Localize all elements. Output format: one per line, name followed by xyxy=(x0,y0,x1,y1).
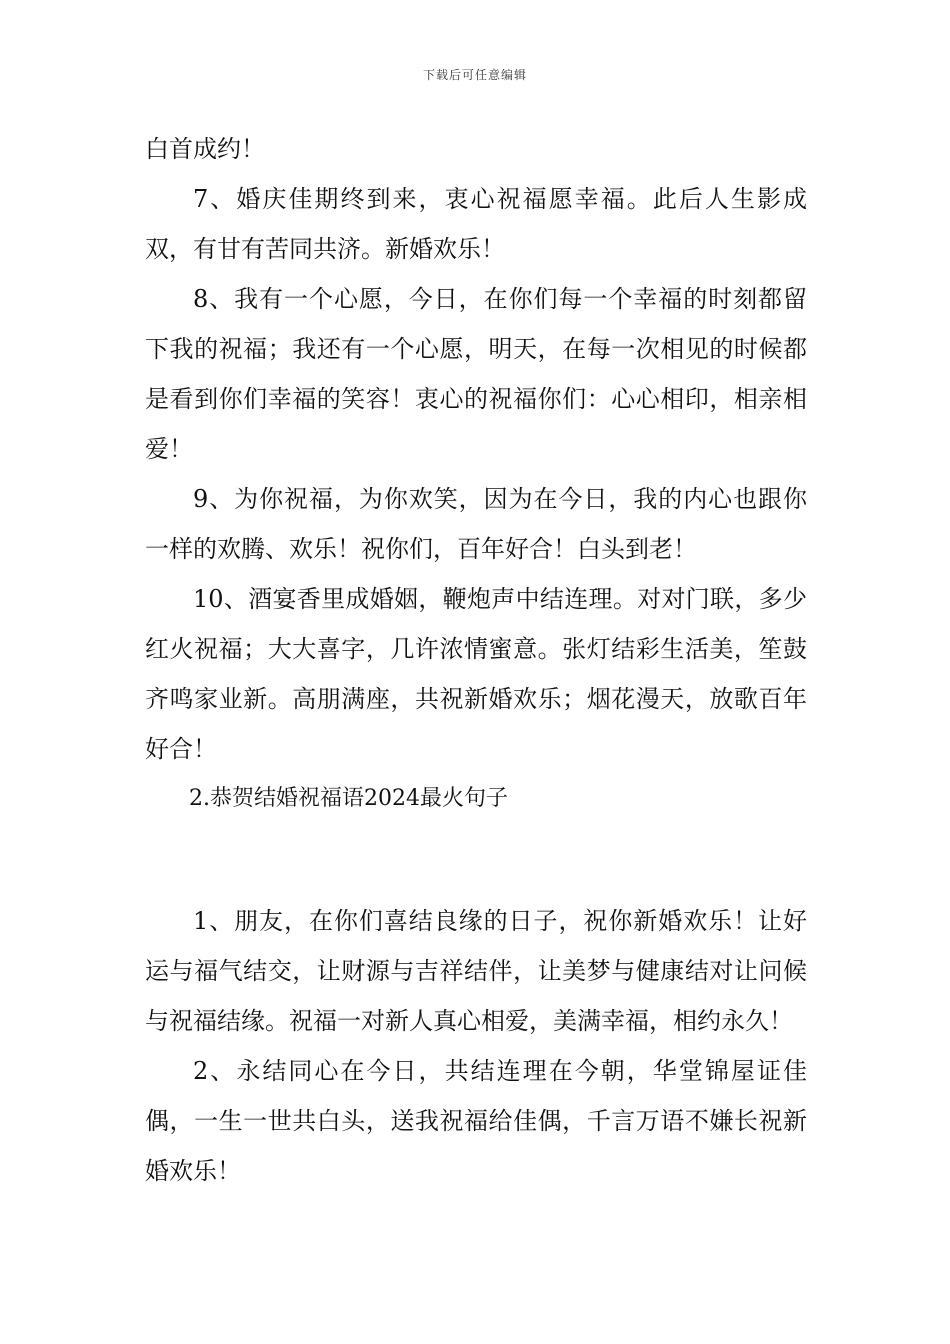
paragraph-continuation: 白首成约！ xyxy=(145,135,265,163)
paragraph-item-7: 7、婚庆佳期终到来，衷心祝福愿幸福。此后人生影成双，有甘有苦同共济。新婚欢乐！ xyxy=(145,185,807,263)
paragraph-item-10: 10、酒宴香里成婚姻，鞭炮声中结连理。对对门联，多少红火祝福；大大喜字，几许浓情蜜意。张灯结彩生活美，笙鼓齐鸣家业新。高朋满座，共祝新婚欢乐；烟花漫天，放歌百年好合！ xyxy=(145,585,807,763)
paragraph-item-8: 8、我有一个心愿，今日，在你们每一个幸福的时刻都留下我的祝福；我还有一个心愿，明天，在每一次相见的时候都是看到你们幸福的笑容！衷心的祝福你们：心心相印，相亲相爱！ xyxy=(145,285,807,463)
section-heading: 2.恭贺结婚祝福语2024最火句子 xyxy=(189,786,508,811)
document-body xyxy=(145,124,807,1196)
header-note: 下载后可任意编辑 xyxy=(422,68,527,82)
paragraph-item-1: 1、朋友，在你们喜结良缘的日子，祝你新婚欢乐！让好运与福气结交，让财源与吉祥结伴，让美梦与健康结对让问候与祝福结缘。祝福一对新人真心相爱，美满幸福，相约永久！ xyxy=(145,907,807,1035)
paragraph-item-2: 2、永结同心在今日，共结连理在今朝，华堂锦屋证佳偶，一生一世共白头，送我祝福给佳偶，千言万语不嫌长祝新婚欢乐！ xyxy=(145,1057,807,1185)
section-spacer xyxy=(145,824,807,896)
paragraph-item-9: 9、为你祝福，为你欢笑，因为在今日，我的内心也跟你一样的欢腾、欢乐！祝你们，百年好合！白头到老！ xyxy=(145,485,807,563)
